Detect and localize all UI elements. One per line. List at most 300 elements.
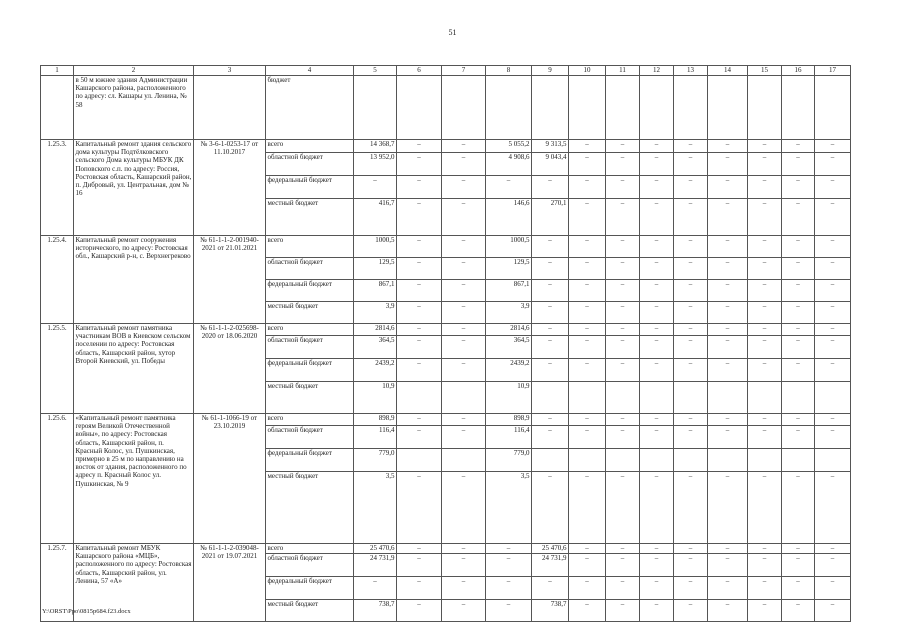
value-cell: – [442, 426, 486, 449]
value-cell: – [748, 554, 782, 577]
value-cell: – [748, 544, 782, 554]
value-cell: – [674, 359, 708, 382]
value-cell: 2439,2 [354, 359, 397, 382]
value-cell: – [532, 359, 569, 382]
budget-type: всего [266, 544, 354, 554]
value-cell: – [815, 258, 851, 280]
value-cell: – [640, 426, 674, 449]
value-cell: – [606, 302, 640, 324]
value-cell [815, 382, 851, 414]
value-cell: 270,1 [532, 199, 569, 236]
value-cell: – [442, 414, 486, 426]
value-cell: – [569, 176, 606, 199]
value-cell: – [606, 236, 640, 258]
value-cell: – [782, 472, 815, 544]
value-cell: – [640, 258, 674, 280]
value-cell: – [606, 153, 640, 176]
value-cell [708, 449, 748, 472]
value-cell: – [606, 199, 640, 236]
value-cell: – [640, 280, 674, 302]
item-name: «Капитальный ремонт памятника героям Великой Отечественной войны», по адресу: Ростовская область, Кашарский район, п. Красный Колос, ул. Пушкинская, примерно в 25 м по направлению на восток от здания, расположенного по адресу п. Красный Колос ул. Пушкинская, № 9 [74, 414, 194, 544]
value-cell: – [782, 600, 815, 622]
value-cell: – [782, 577, 815, 600]
value-cell: – [640, 153, 674, 176]
value-cell: 1000,5 [354, 236, 397, 258]
value-cell: 9 043,4 [532, 153, 569, 176]
budget-type: местный бюджет [266, 302, 354, 324]
header-col-8: 8 [486, 66, 532, 76]
value-cell: – [640, 554, 674, 577]
value-cell: – [569, 280, 606, 302]
value-cell: 364,5 [354, 336, 397, 359]
budget-table [40, 65, 851, 622]
value-cell: – [674, 199, 708, 236]
value-cell [606, 449, 640, 472]
value-cell: – [486, 554, 532, 577]
value-cell: – [569, 544, 606, 554]
value-cell [569, 449, 606, 472]
value-cell: – [486, 600, 532, 622]
value-cell: – [397, 199, 442, 236]
value-cell [397, 382, 442, 414]
value-cell: – [782, 140, 815, 153]
value-cell: – [815, 302, 851, 324]
table-row [41, 544, 851, 554]
value-cell: 2814,6 [354, 324, 397, 336]
value-cell: – [748, 153, 782, 176]
item-document: № 61-1-1-2-025698-2020 от 18.06.2020 [194, 324, 266, 414]
value-cell: – [748, 199, 782, 236]
value-cell: – [748, 324, 782, 336]
value-cell: – [397, 577, 442, 600]
value-cell: – [569, 600, 606, 622]
value-cell: – [569, 199, 606, 236]
value-cell: 3,9 [486, 302, 532, 324]
value-cell: – [606, 258, 640, 280]
value-cell: 24 731,9 [532, 554, 569, 577]
value-cell: – [354, 577, 397, 600]
value-cell: – [708, 554, 748, 577]
value-cell [397, 449, 442, 472]
table-row [41, 414, 851, 426]
value-cell: – [674, 236, 708, 258]
value-cell [708, 382, 748, 414]
value-cell: – [815, 153, 851, 176]
value-cell: – [532, 336, 569, 359]
value-cell: – [397, 544, 442, 554]
value-cell: – [674, 577, 708, 600]
header-col-17: 17 [815, 66, 851, 76]
value-cell: 129,5 [354, 258, 397, 280]
value-cell: – [532, 472, 569, 544]
header-col-6: 6 [397, 66, 442, 76]
value-cell: – [606, 280, 640, 302]
value-cell: – [640, 577, 674, 600]
value-cell: – [674, 414, 708, 426]
value-cell: – [782, 280, 815, 302]
value-cell: – [674, 426, 708, 449]
value-cell: 4 908,6 [486, 153, 532, 176]
value-cell: – [442, 153, 486, 176]
value-cell: – [815, 140, 851, 153]
value-cell: – [354, 176, 397, 199]
value-cell: – [442, 472, 486, 544]
cell-budget: бюджет [266, 76, 354, 140]
value-cell: – [569, 324, 606, 336]
value-cell: – [569, 577, 606, 600]
value-cell: – [815, 336, 851, 359]
header-col-10: 10 [569, 66, 606, 76]
value-cell: – [708, 359, 748, 382]
value-cell: – [532, 324, 569, 336]
value-cell: – [815, 554, 851, 577]
value-cell: – [674, 336, 708, 359]
budget-type: областной бюджет [266, 153, 354, 176]
value-cell: 1000,5 [486, 236, 532, 258]
value-cell: – [674, 176, 708, 199]
value-cell: – [640, 199, 674, 236]
value-cell: – [606, 577, 640, 600]
value-cell: – [782, 544, 815, 554]
table-row [41, 324, 851, 336]
value-cell: – [606, 359, 640, 382]
value-cell: – [815, 577, 851, 600]
value-cell: – [606, 600, 640, 622]
value-cell: – [815, 426, 851, 449]
value-cell: 129,5 [486, 258, 532, 280]
value-cell [782, 449, 815, 472]
value-cell [815, 449, 851, 472]
value-cell: – [397, 324, 442, 336]
value-cell [569, 382, 606, 414]
value-cell: – [397, 359, 442, 382]
budget-type: всего [266, 236, 354, 258]
value-cell: – [815, 472, 851, 544]
value-cell: – [782, 176, 815, 199]
value-cell: 2439,2 [486, 359, 532, 382]
value-cell: – [569, 554, 606, 577]
value-cell: – [748, 280, 782, 302]
value-cell: 3,9 [354, 302, 397, 324]
value-cell: – [606, 414, 640, 426]
value-cell: 10,9 [354, 382, 397, 414]
item-number: 1.25.5. [41, 324, 74, 414]
value-cell: 5 055,2 [486, 140, 532, 153]
value-cell: – [640, 302, 674, 324]
value-cell: – [708, 544, 748, 554]
header-col-7: 7 [442, 66, 486, 76]
header-row [41, 66, 851, 76]
table-row [41, 140, 851, 153]
value-cell: – [748, 140, 782, 153]
value-cell: – [606, 426, 640, 449]
value-cell: – [674, 302, 708, 324]
budget-type: областной бюджет [266, 258, 354, 280]
item-document: № 61-1-1-2-001940-2021 от 21.01.2021 [194, 236, 266, 324]
value-cell: – [748, 302, 782, 324]
value-cell: – [708, 324, 748, 336]
value-cell: – [397, 258, 442, 280]
value-cell [606, 382, 640, 414]
value-cell: 898,9 [486, 414, 532, 426]
budget-type: областной бюджет [266, 554, 354, 577]
header-col-9: 9 [532, 66, 569, 76]
page-number: 51 [448, 28, 457, 37]
value-cell: – [708, 199, 748, 236]
value-cell: – [640, 336, 674, 359]
value-cell: 738,7 [354, 600, 397, 622]
value-cell: – [674, 258, 708, 280]
value-cell: – [782, 359, 815, 382]
budget-type: местный бюджет [266, 199, 354, 236]
value-cell: – [442, 359, 486, 382]
value-cell: 146,6 [486, 199, 532, 236]
value-cell [782, 382, 815, 414]
value-cell: – [442, 577, 486, 600]
value-cell: – [674, 324, 708, 336]
value-cell: – [397, 176, 442, 199]
value-cell [748, 449, 782, 472]
budget-type: федеральный бюджет [266, 280, 354, 302]
value-cell: 25 470,6 [532, 544, 569, 554]
value-cell: – [782, 258, 815, 280]
value-cell: – [569, 302, 606, 324]
value-cell: – [640, 176, 674, 199]
value-cell [532, 382, 569, 414]
value-cell: – [442, 199, 486, 236]
cell-doc [194, 76, 266, 140]
value-cell: 10,9 [486, 382, 532, 414]
value-cell: – [569, 258, 606, 280]
table-row [41, 236, 851, 258]
value-cell: – [442, 280, 486, 302]
value-cell: – [532, 280, 569, 302]
value-cell: – [532, 176, 569, 199]
value-cell: – [442, 544, 486, 554]
value-cell: – [442, 554, 486, 577]
value-cell: – [532, 426, 569, 449]
item-name: Капитальный ремонт памятника участникам ВОВ в Киевском сельском поселении по адресу: Ростовская область, Кашарский район, хутор Второй Киевский, ул. Победы [74, 324, 194, 414]
value-cell: – [782, 324, 815, 336]
value-cell: – [674, 600, 708, 622]
budget-type: федеральный бюджет [266, 176, 354, 199]
budget-type: всего [266, 324, 354, 336]
value-cell: – [708, 236, 748, 258]
budget-type: федеральный бюджет [266, 449, 354, 472]
value-cell: – [748, 236, 782, 258]
value-cell: – [748, 414, 782, 426]
value-cell: 2814,6 [486, 324, 532, 336]
value-cell: – [532, 302, 569, 324]
value-cell: – [442, 302, 486, 324]
value-cell: – [640, 414, 674, 426]
value-cell: – [815, 600, 851, 622]
value-cell: – [815, 280, 851, 302]
value-cell: – [674, 554, 708, 577]
value-cell: – [397, 153, 442, 176]
value-cell: – [569, 236, 606, 258]
value-cell: 116,4 [486, 426, 532, 449]
value-cell: – [532, 236, 569, 258]
item-number: 1.25.7. [41, 544, 74, 622]
item-name: Капитальный ремонт здания сельского дома культуры Подтёлковского сельского Дома культуры МБУК ДК Поповского с.п. по адресу: Россия, Ростовская область, Кашарский район, п. Дибровый, ул. Центральная, дом № 16 [74, 140, 194, 236]
value-cell: – [708, 577, 748, 600]
budget-type: всего [266, 140, 354, 153]
value-cell: – [606, 140, 640, 153]
header-col-3: 3 [194, 66, 266, 76]
value-cell: – [640, 236, 674, 258]
value-cell: – [397, 236, 442, 258]
value-cell: 779,0 [354, 449, 397, 472]
value-cell: – [708, 302, 748, 324]
budget-type: федеральный бюджет [266, 577, 354, 600]
value-cell: – [606, 176, 640, 199]
value-cell: – [782, 302, 815, 324]
value-cell: 24 731,9 [354, 554, 397, 577]
value-cell: – [569, 153, 606, 176]
value-cell: 867,1 [354, 280, 397, 302]
budget-type: местный бюджет [266, 472, 354, 544]
value-cell: – [674, 472, 708, 544]
header-col-15: 15 [748, 66, 782, 76]
value-cell: 14 368,7 [354, 140, 397, 153]
value-cell: – [782, 153, 815, 176]
value-cell: 3,5 [354, 472, 397, 544]
value-cell: – [782, 236, 815, 258]
value-cell: – [748, 176, 782, 199]
value-cell: – [815, 544, 851, 554]
value-cell: – [708, 336, 748, 359]
item-number: 1.25.6. [41, 414, 74, 544]
value-cell: – [815, 414, 851, 426]
value-cell: 25 470,6 [354, 544, 397, 554]
header-col-2: 2 [74, 66, 194, 76]
value-cell: 116,4 [354, 426, 397, 449]
value-cell: – [708, 153, 748, 176]
value-cell: – [674, 153, 708, 176]
item-number: 1.25.3. [41, 140, 74, 236]
value-cell: – [569, 472, 606, 544]
value-cell: – [782, 426, 815, 449]
value-cell: – [397, 302, 442, 324]
value-cell: 867,1 [486, 280, 532, 302]
item-number: 1.25.4. [41, 236, 74, 324]
value-cell: – [442, 176, 486, 199]
value-cell [674, 449, 708, 472]
item-document: № 3-6-1-0253-17 от 11.10.2017 [194, 140, 266, 236]
value-cell: – [815, 236, 851, 258]
value-cell: – [640, 324, 674, 336]
value-cell: 9 313,5 [532, 140, 569, 153]
value-cell: – [674, 280, 708, 302]
value-cell: – [640, 472, 674, 544]
item-document: № 61-1-1066-19 от 23.10.2019 [194, 414, 266, 544]
value-cell [748, 382, 782, 414]
budget-type: областной бюджет [266, 336, 354, 359]
value-cell: – [708, 426, 748, 449]
value-cell: – [569, 140, 606, 153]
value-cell: – [486, 577, 532, 600]
value-cell: – [782, 554, 815, 577]
cell-name: в 50 м южнее здания Администрации Кашарского района, расположенного по адресу: сл. Кашары ул. Ленина, № 58 [74, 76, 194, 140]
value-cell: – [640, 140, 674, 153]
value-cell: – [815, 176, 851, 199]
value-cell: – [708, 472, 748, 544]
value-cell: – [748, 472, 782, 544]
value-cell: – [569, 426, 606, 449]
value-cell: 416,7 [354, 199, 397, 236]
value-cell: – [606, 472, 640, 544]
value-cell: – [782, 199, 815, 236]
value-cell: – [748, 577, 782, 600]
value-cell: – [606, 324, 640, 336]
value-cell [674, 382, 708, 414]
value-cell: – [442, 236, 486, 258]
budget-type: федеральный бюджет [266, 359, 354, 382]
value-cell: – [815, 199, 851, 236]
budget-type: областной бюджет [266, 426, 354, 449]
continuation-row [41, 76, 851, 140]
cell-num [41, 76, 74, 140]
value-cell: – [486, 544, 532, 554]
item-name: Капитальный ремонт МБУК Кашарского района «МЦБ», расположенного по адресу: Ростовская область, Кашарский район, ул. Ленина, 57 «А» [74, 544, 194, 622]
value-cell [640, 449, 674, 472]
value-cell: 779,0 [486, 449, 532, 472]
value-cell [532, 449, 569, 472]
value-cell: – [640, 544, 674, 554]
value-cell: – [569, 359, 606, 382]
value-cell: – [442, 140, 486, 153]
value-cell: – [815, 359, 851, 382]
value-cell: – [674, 140, 708, 153]
value-cell: – [708, 258, 748, 280]
value-cell: – [748, 336, 782, 359]
header-col-1: 1 [41, 66, 74, 76]
value-cell: – [708, 414, 748, 426]
value-cell: – [748, 258, 782, 280]
value-cell: – [532, 258, 569, 280]
budget-type: местный бюджет [266, 600, 354, 622]
value-cell: – [782, 414, 815, 426]
header-col-13: 13 [674, 66, 708, 76]
value-cell: – [397, 554, 442, 577]
value-cell: – [708, 140, 748, 153]
value-cell: – [486, 176, 532, 199]
header-col-4: 4 [266, 66, 354, 76]
value-cell: – [569, 336, 606, 359]
value-cell [640, 382, 674, 414]
value-cell: – [640, 359, 674, 382]
value-cell: – [708, 176, 748, 199]
header-col-12: 12 [640, 66, 674, 76]
header-col-16: 16 [782, 66, 815, 76]
value-cell: – [782, 336, 815, 359]
value-cell: – [708, 280, 748, 302]
value-cell: – [532, 414, 569, 426]
value-cell: – [397, 336, 442, 359]
value-cell: – [397, 414, 442, 426]
value-cell: 364,5 [486, 336, 532, 359]
file-path-footer: Y:\ORST\Ppo\0815p684.f23.docx [42, 608, 131, 615]
value-cell: – [640, 600, 674, 622]
value-cell: 13 952,0 [354, 153, 397, 176]
value-cell: – [442, 258, 486, 280]
value-cell: – [442, 600, 486, 622]
value-cell: – [748, 600, 782, 622]
value-cell: – [606, 554, 640, 577]
value-cell: – [442, 336, 486, 359]
value-cell [442, 382, 486, 414]
